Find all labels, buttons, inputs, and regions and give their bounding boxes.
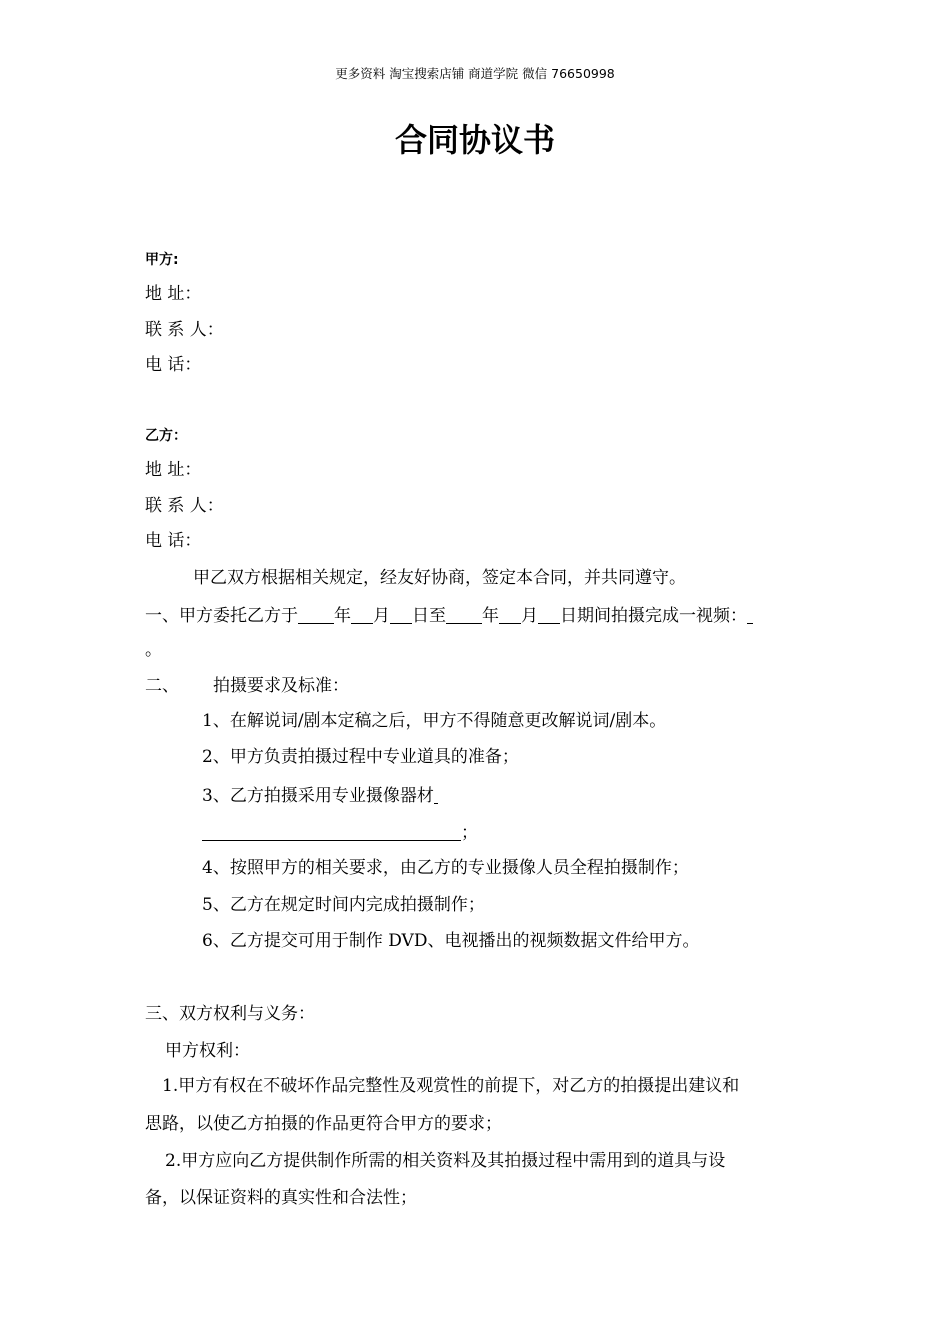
day-to-label: 日至 — [412, 606, 446, 626]
clause-1-suffix: 日期间拍摄完成一视频： — [560, 606, 747, 626]
rights-para-2-line-1: 2.甲方应向乙方提供制作所需的相关资料及其拍摄过程中需用到的道具与设 — [165, 1151, 726, 1171]
clause-2-item-4: 4、按照甲方的相关要求，由乙方的专业摄像人员全程拍摄制作； — [202, 858, 689, 878]
rights-para-1-line-1: 1.甲方有权在不破坏作品完整性及观赏性的前提下，对乙方的拍摄提出建议和 — [162, 1076, 740, 1096]
clause-2-number: 二、 — [145, 676, 179, 696]
clause-1-line — [145, 606, 753, 625]
document-title: 合同协议书 — [394, 121, 555, 159]
clause-2-heading: 拍摄要求及标准： — [213, 676, 349, 696]
rights-para-2-line-2: 备，以保证资料的真实性和合法性； — [145, 1188, 417, 1208]
month-blank — [351, 606, 373, 624]
clause-2-item-3-cont — [202, 823, 478, 842]
year-blank-2 — [446, 606, 482, 624]
page-header: 更多资料 淘宝搜索店铺 商道学院 微信 76650998 — [335, 66, 615, 81]
month-label-2: 月 — [521, 606, 538, 626]
year-label: 年 — [334, 606, 351, 626]
clause-2-item-1: 1、在解说词/剧本定稿之后，甲方不得随意更改解说词/剧本。 — [202, 711, 667, 731]
clause-2-item-3 — [202, 786, 438, 805]
party-a-label: 甲方: — [145, 252, 179, 268]
month-blank-2 — [499, 606, 521, 624]
equipment-blank-tail — [434, 786, 438, 804]
clause-2-item-3-text: 3、乙方拍摄采用专业摄像器材 — [202, 786, 434, 806]
party-b-phone: 电 话： — [145, 531, 202, 551]
year-label-2: 年 — [482, 606, 499, 626]
party-a-rights-heading: 甲方权利： — [165, 1041, 250, 1061]
clause-2-item-3-end: ； — [461, 823, 478, 843]
clause-1-end: 。 — [145, 640, 162, 660]
party-b-label: 乙方： — [145, 428, 187, 444]
party-b-address: 地 址： — [145, 460, 202, 480]
clause-2-item-6: 6、乙方提交可用于制作 DVD、电视播出的视频数据文件给甲方。 — [202, 931, 700, 951]
video-name-blank — [747, 606, 753, 624]
equipment-blank — [202, 823, 461, 841]
clause-2-item-2: 2、甲方负责拍摄过程中专业道具的准备； — [202, 747, 519, 767]
month-label: 月 — [373, 606, 390, 626]
party-a-phone: 电 话： — [145, 355, 202, 375]
party-a-contact: 联 系 人： — [145, 320, 224, 340]
clause-2-item-5: 5、乙方在规定时间内完成拍摄制作； — [202, 895, 485, 915]
clause-1-prefix: 一、甲方委托乙方于 — [145, 606, 298, 626]
party-a-address: 地 址： — [145, 284, 202, 304]
day-blank — [390, 606, 412, 624]
day-blank-2 — [538, 606, 560, 624]
intro-paragraph: 甲乙双方根据相关规定，经友好协商，签定本合同，并共同遵守。 — [193, 568, 686, 588]
clause-3-heading: 三、双方权利与义务： — [145, 1004, 315, 1024]
year-blank — [298, 606, 334, 624]
party-b-contact: 联 系 人： — [145, 496, 224, 516]
rights-para-1-line-2: 思路，以使乙方拍摄的作品更符合甲方的要求； — [145, 1114, 502, 1134]
